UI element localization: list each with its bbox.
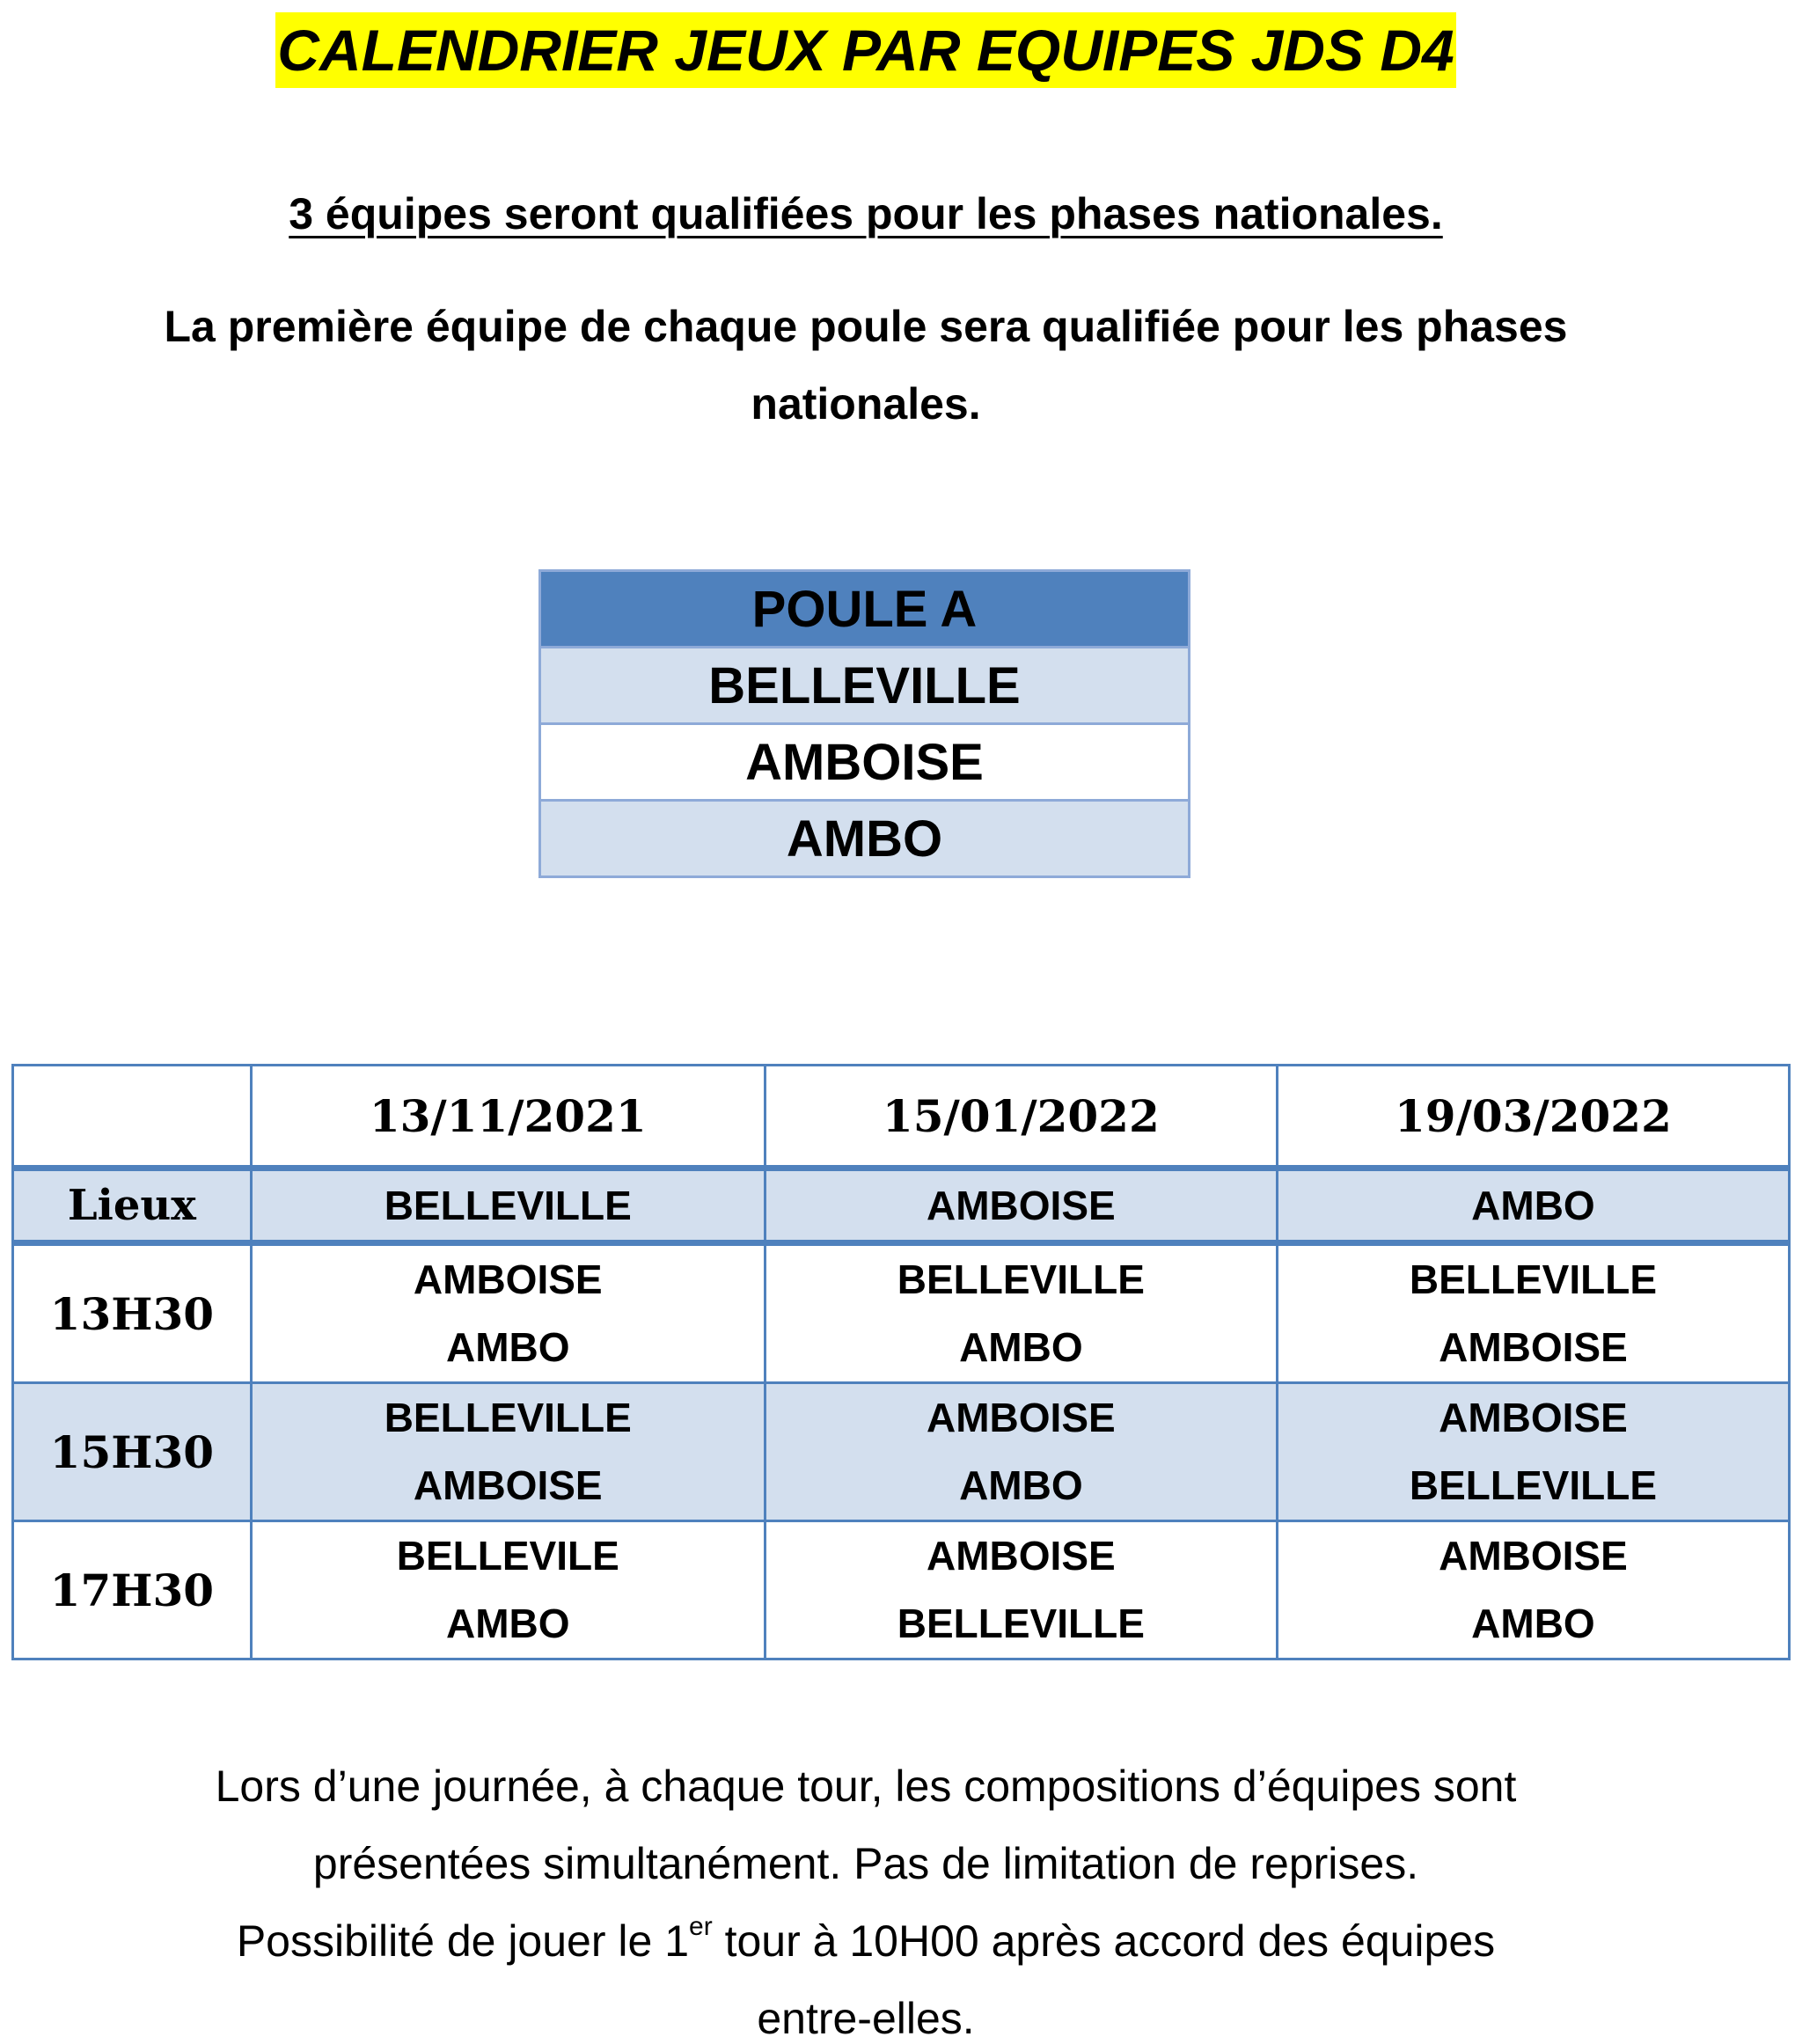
match-cell xyxy=(765,1521,1277,1659)
match-cell xyxy=(765,1383,1277,1521)
match-cell xyxy=(1277,1243,1789,1383)
poule-team: BELLEVILLE xyxy=(540,648,1190,724)
footer-line3 xyxy=(0,1912,1732,1967)
poule-team: AMBO xyxy=(540,801,1190,877)
poule-team: AMBOISE xyxy=(540,724,1190,801)
team: BELLEVILLE xyxy=(897,1256,1145,1302)
schedule-table xyxy=(11,1064,1791,1660)
footer-line3-end: tour à 10H00 après accord des équipes xyxy=(712,1916,1496,1966)
time-cell: 13H30 xyxy=(13,1243,252,1383)
match-cell xyxy=(1277,1521,1789,1659)
team: BELLEVILLE xyxy=(1409,1256,1657,1302)
team: AMBO xyxy=(1471,1601,1595,1646)
table-row xyxy=(13,1521,1790,1659)
team: AMBO xyxy=(959,1462,1083,1508)
time-cell: 15H30 xyxy=(13,1383,252,1521)
team: AMBO xyxy=(445,1324,570,1370)
team: BELLEVILE xyxy=(396,1533,619,1579)
match-cell xyxy=(1277,1383,1789,1521)
match-cell xyxy=(251,1521,765,1659)
team: AMBO xyxy=(445,1601,570,1646)
match-cell xyxy=(251,1383,765,1521)
lieu-cell: AMBOISE xyxy=(765,1169,1277,1243)
team: AMBOISE xyxy=(927,1395,1116,1440)
lieu-cell: BELLEVILLE xyxy=(251,1169,765,1243)
team: AMBOISE xyxy=(413,1256,603,1302)
first-team-note-line1: La première équipe de chaque poule sera qualifiée pour les phases xyxy=(164,302,1568,351)
poule-header: POULE A xyxy=(540,571,1190,648)
qualification-note: 3 équipes seront qualifiées pour les phases nationales. xyxy=(289,189,1443,238)
team: BELLEVILLE xyxy=(384,1395,632,1440)
empty-corner-cell xyxy=(13,1066,252,1169)
team: BELLEVILLE xyxy=(1409,1462,1657,1508)
team: AMBOISE xyxy=(1439,1324,1628,1370)
date-header: 19/03/2022 xyxy=(1277,1066,1789,1169)
date-header: 13/11/2021 xyxy=(251,1066,765,1169)
first-team-note-line2: nationales. xyxy=(751,379,981,429)
footer-line2: présentées simultanément. Pas de limitation de reprises. xyxy=(312,1839,1419,1888)
title-block xyxy=(0,12,1732,88)
team: AMBOISE xyxy=(413,1462,603,1508)
ordinal-superscript: er xyxy=(689,1912,713,1942)
team: AMBOISE xyxy=(1439,1533,1628,1579)
table-row xyxy=(13,1243,1790,1383)
lieux-row xyxy=(13,1169,1790,1243)
team: AMBOISE xyxy=(927,1533,1116,1579)
date-header: 15/01/2022 xyxy=(765,1066,1277,1169)
footer-line4: entre-elles. xyxy=(757,1994,975,2043)
match-cell xyxy=(251,1243,765,1383)
footer-line1: Lors d’une journée, à chaque tour, les compositions d’équipes sont xyxy=(215,1762,1517,1811)
poule-table xyxy=(538,569,1190,878)
lieux-label: Lieux xyxy=(13,1169,252,1243)
lieu-cell: AMBO xyxy=(1277,1169,1789,1243)
footer-line3-start: Possibilité de jouer le 1 xyxy=(236,1916,690,1966)
team: AMBOISE xyxy=(1439,1395,1628,1440)
team: BELLEVILLE xyxy=(897,1601,1145,1646)
page-title: CALENDRIER JEUX PAR EQUIPES JDS D4 xyxy=(275,12,1455,88)
match-cell xyxy=(765,1243,1277,1383)
team: AMBO xyxy=(959,1324,1083,1370)
schedule-header-row xyxy=(13,1066,1790,1169)
time-cell: 17H30 xyxy=(13,1521,252,1659)
table-row xyxy=(13,1383,1790,1521)
